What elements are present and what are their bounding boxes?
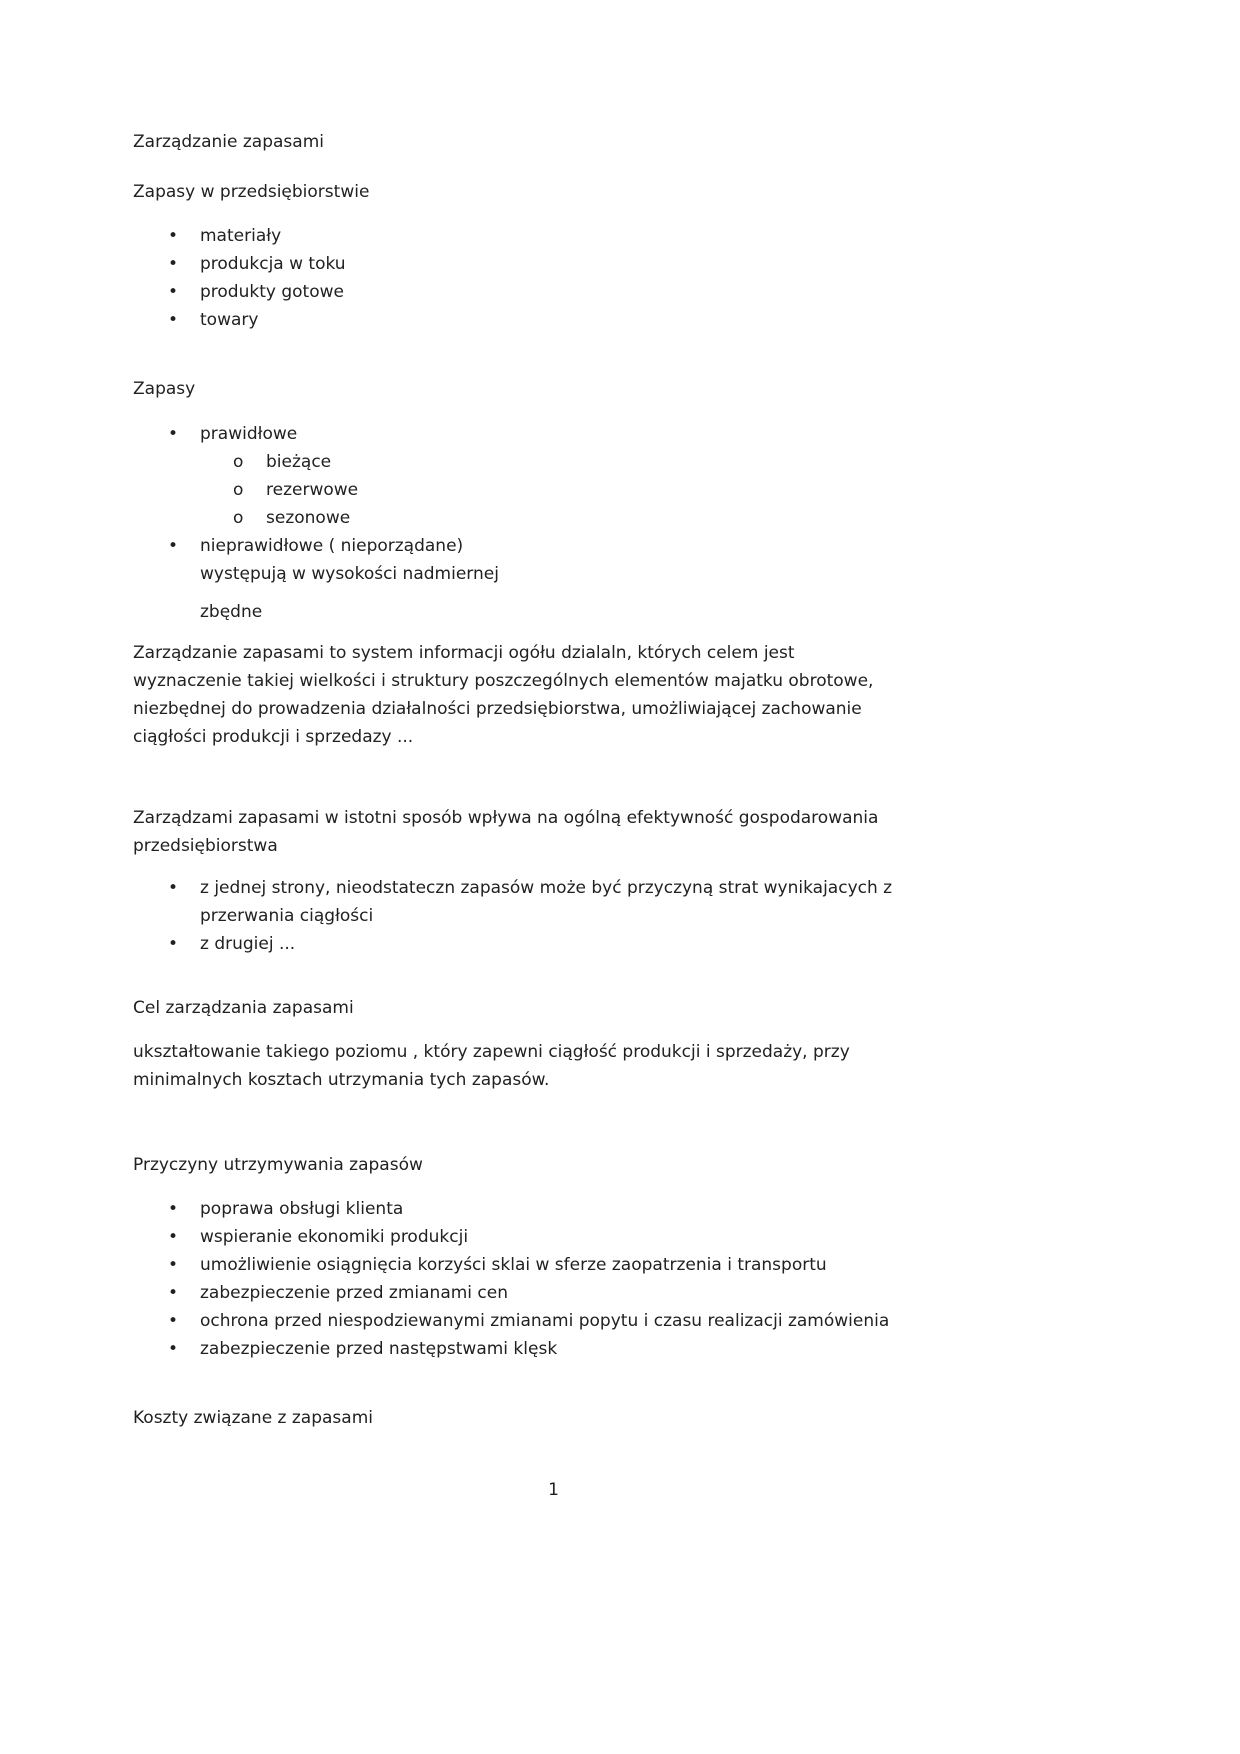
- list-item-text: prawidłowe: [200, 424, 298, 444]
- page-footer: [0, 1476, 1107, 1504]
- list-item-text: towary: [200, 310, 259, 330]
- list-item-continuation: zbędne: [200, 602, 263, 622]
- list-item-line: z jednej strony, nieodstateczn zapasów może być przyczyną strat wynikajacych z: [200, 878, 893, 898]
- list-item: [133, 1307, 1107, 1335]
- circle-bullet-icon: o: [233, 508, 244, 528]
- paragraph-line: ciągłości produkcji i sprzedazy ...: [133, 727, 414, 747]
- paragraph-line: przedsiębiorstwa: [133, 836, 278, 856]
- bullet-icon: •: [168, 934, 179, 954]
- bullet-icon: •: [168, 878, 179, 898]
- bullet-icon: •: [168, 1227, 179, 1247]
- list-item: [133, 930, 1107, 958]
- list-item-text: materiały: [200, 226, 282, 246]
- heading-koszty-zwiazane: Koszty związane z zapasami: [133, 1408, 373, 1428]
- list-przyczyny: [133, 1195, 1107, 1363]
- list-item-text: wspieranie ekonomiki produkcji: [200, 1227, 469, 1247]
- list-item-sub: [133, 504, 1107, 532]
- paragraph-line: wyznaczenie takiej wielkości i struktury poszczególnych elementów majatku obrotowe,: [133, 671, 874, 691]
- list-item-text: produkcja w toku: [200, 254, 346, 274]
- list-rodzaje-zapasow: [133, 222, 1107, 334]
- list-item-line: przerwania ciągłości: [200, 906, 374, 926]
- paragraph-definicja-zarzadzania: [133, 639, 1107, 751]
- list-item: [133, 420, 1107, 448]
- bullet-icon: •: [168, 254, 179, 274]
- paragraph-line: niezbędnej do prowadzenia działalności przedsiębiorstwa, umożliwiającej zachowanie: [133, 699, 862, 719]
- list-item-text: ochrona przed niespodziewanymi zmianami popytu i czasu realizacji zamówienia: [200, 1311, 890, 1331]
- bullet-icon: •: [168, 310, 179, 330]
- circle-bullet-icon: o: [233, 452, 244, 472]
- list-strony-wplywu: [133, 874, 1107, 958]
- paragraph-wplyw-na-efektywnosc: [133, 804, 1107, 860]
- list-item: [133, 874, 1107, 930]
- list-item-text: bieżące: [266, 452, 332, 472]
- bullet-icon: •: [168, 424, 179, 444]
- list-item: [133, 1223, 1107, 1251]
- paragraph-line: minimalnych kosztach utrzymania tych zapasów.: [133, 1070, 550, 1090]
- list-item: [133, 306, 1107, 334]
- list-item: [133, 1335, 1107, 1363]
- list-item-text: zabezpieczenie przed następstwami klęsk: [200, 1339, 558, 1359]
- list-item: [133, 250, 1107, 278]
- list-item-sub: [133, 476, 1107, 504]
- list-item-text: nieprawidłowe ( nieporządane): [200, 536, 464, 556]
- list-item: [133, 532, 1107, 560]
- list-item-text: zabezpieczenie przed zmianami cen: [200, 1283, 509, 1303]
- list-item: [133, 222, 1107, 250]
- circle-bullet-icon: o: [233, 480, 244, 500]
- list-item-text: umożliwienie osiągnięcia korzyści sklai w sferze zaopatrzenia i transportu: [200, 1255, 827, 1275]
- bullet-icon: •: [168, 1255, 179, 1275]
- heading-przyczyny-utrzymywania: Przyczyny utrzymywania zapasów: [133, 1155, 423, 1175]
- heading-zapasy: Zapasy: [133, 379, 196, 399]
- bullet-icon: •: [168, 1339, 179, 1359]
- list-item: [133, 1195, 1107, 1223]
- bullet-icon: •: [168, 1311, 179, 1331]
- bullet-icon: •: [168, 282, 179, 302]
- bullet-icon: •: [168, 1199, 179, 1219]
- paragraph-line: Zarządzanie zapasami to system informacji ogółu dzialaln, których celem jest: [133, 643, 795, 663]
- list-item: [133, 1251, 1107, 1279]
- heading-zarzadzanie-zapasami: Zarządzanie zapasami: [133, 132, 324, 152]
- page-number: 1: [548, 1480, 559, 1500]
- list-klasyfikacja-zapasow: [133, 420, 1107, 626]
- heading-zapasy-w-przedsiebiorstwie: Zapasy w przedsiębiorstwie: [133, 182, 370, 202]
- list-item-sub: [133, 448, 1107, 476]
- list-item-text: produkty gotowe: [200, 282, 344, 302]
- document-body: [133, 128, 1107, 1432]
- paragraph-line: Zarządzami zapasami w istotni sposób wpływa na ogólną efektywność gospodarowania: [133, 808, 879, 828]
- list-item: [133, 1279, 1107, 1307]
- list-item-text: rezerwowe: [266, 480, 359, 500]
- list-item-text: z drugiej ...: [200, 934, 296, 954]
- paragraph-line: ukształtowanie takiego poziomu , który zapewni ciągłość produkcji i sprzedaży, przy: [133, 1042, 850, 1062]
- list-item-text: sezonowe: [266, 508, 351, 528]
- heading-cel-zarzadzania: Cel zarządzania zapasami: [133, 998, 354, 1018]
- list-item-text: poprawa obsługi klienta: [200, 1199, 404, 1219]
- list-item: [133, 278, 1107, 306]
- paragraph-cel: [133, 1038, 1107, 1094]
- list-item-continuation: występują w wysokości nadmiernej: [200, 564, 499, 584]
- bullet-icon: •: [168, 536, 179, 556]
- bullet-icon: •: [168, 1283, 179, 1303]
- bullet-icon: •: [168, 226, 179, 246]
